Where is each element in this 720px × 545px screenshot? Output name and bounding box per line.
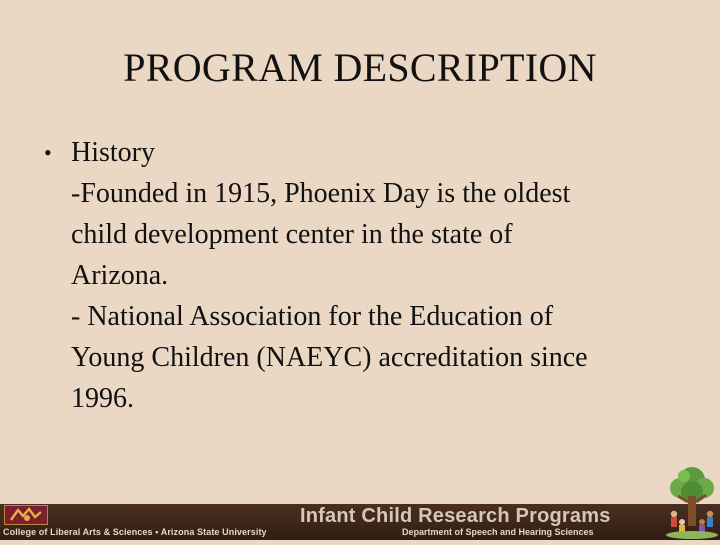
slide-content: [44, 132, 684, 419]
slide-title: PROGRAM DESCRIPTION: [123, 45, 597, 90]
asu-logo-icon: [4, 505, 48, 525]
bullet-dot: •: [44, 140, 52, 165]
content-line-3: Arizona.: [71, 260, 169, 291]
content-line-5: Young Children (NAEYC) accreditation since: [71, 342, 588, 373]
footer-college-text: College of Liberal Arts & Sciences • Arizona State University: [3, 527, 267, 537]
bullet-history: [44, 132, 684, 173]
content-line-4: - National Association for the Education of: [71, 301, 554, 332]
footer-department-text: Department of Speech and Hearing Sciences: [402, 527, 594, 537]
content-line-1: -Founded in 1915, Phoenix Day is the oldest: [71, 178, 571, 209]
footer-program-title: Infant Child Research Programs: [300, 505, 611, 527]
content-line-2: child development center in the state of: [71, 219, 513, 250]
content-line-6: 1996.: [71, 383, 134, 414]
tree-with-children-icon: [664, 462, 720, 540]
bullet-heading: History: [71, 137, 155, 168]
